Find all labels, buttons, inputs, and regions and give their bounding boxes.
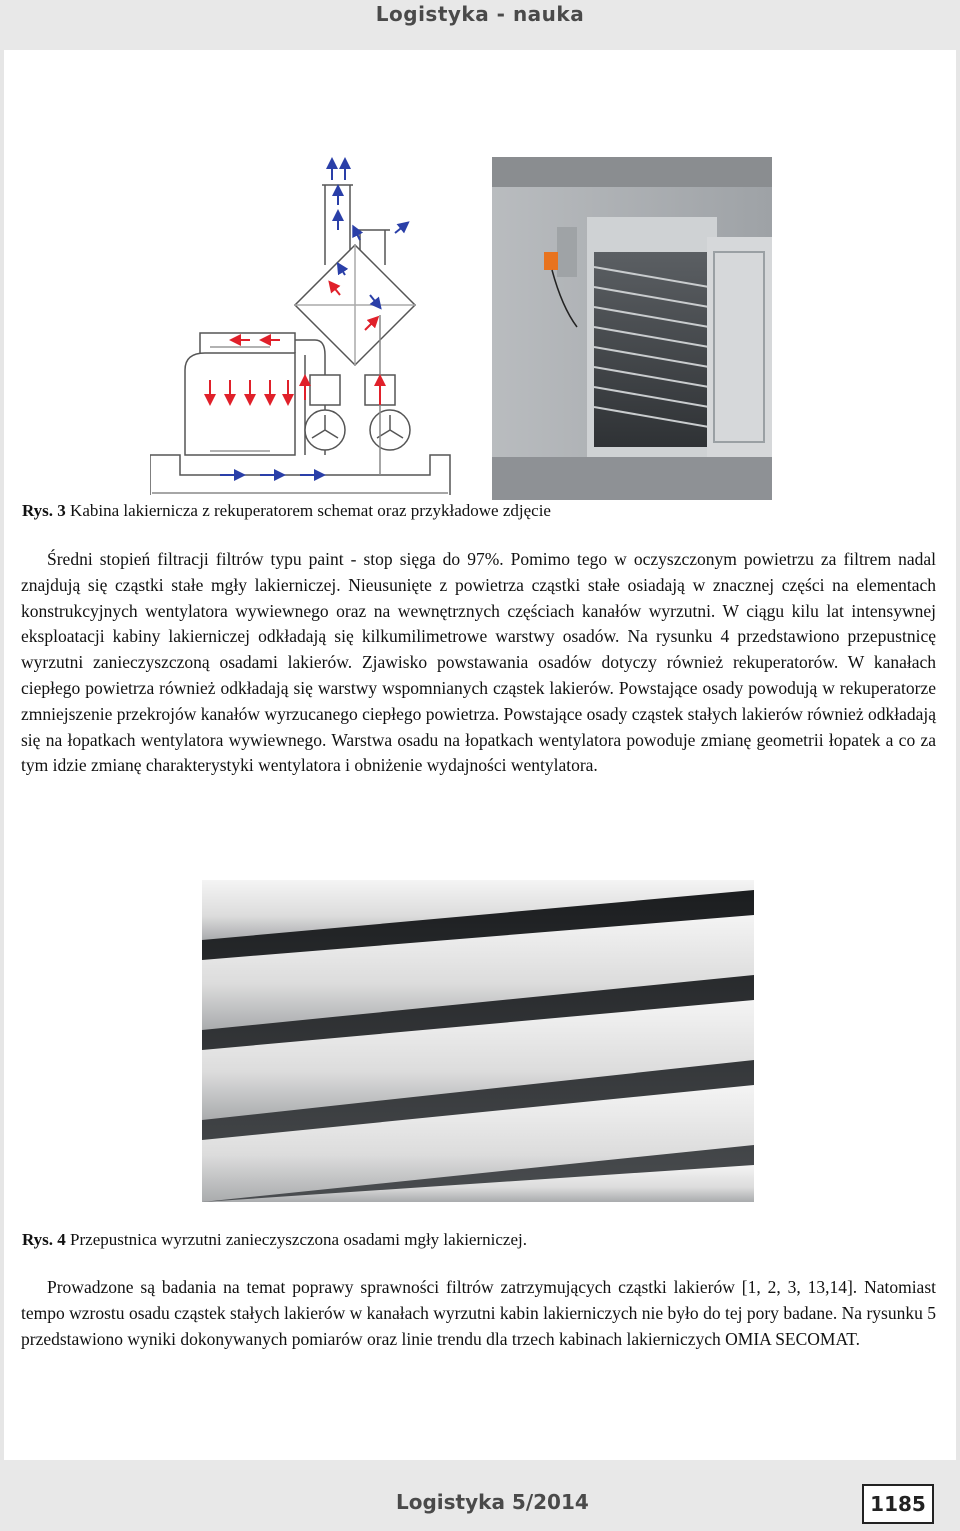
page-number: 1185 xyxy=(862,1484,934,1524)
figure4-caption xyxy=(22,1230,527,1250)
header-band xyxy=(0,0,960,50)
damper-photo xyxy=(202,880,754,1202)
recuperator-photo xyxy=(492,157,772,500)
paragraph-1: Średni stopień filtracji filtrów typu paint - stop sięga do 97%. Pomimo tego w oczyszczonym powietrzu za filtrem nadal znajdują się cząstki stałe mgły lakierniczej. Nieusunięte z powietrza cząstki stałe osiadają w znacznej części na elementach konstrukcyjnych wentylatora wywiewnego oraz na wewnętrznych częściach kanałów wyrzutni. W ciągu kilu lat intensywnej eksploatacji kabiny lakierniczej odkładają się kilkumilimetrowe warstwy osadów. Na rysunku 4 przedstawiono przepustnicę wyrzutni zanieczyszczoną osadami lakierów. Zjawisko powstawania osadów dotyczy również rekuperatorów. W kanałach ciepłego powietrza również odkładają się warstwy wspomnianych cząstek lakierów. Powstające osady powodują w rekuperatorze zmniejszenie przekrojów kanałów wyrzucanego ciepłego powietrza. Powstające osady cząstek stałych lakierów również odkładają się na łopatkach wentylatora wywiewnego. Warstwa osadu na łopatkach wentylatora powoduje zmianę geometrii łopatek a co za tym idzie zmianę charakterystyki wentylatora i obniżenie wydajności wentylatora. xyxy=(21,549,936,776)
booth-schematic-diagram xyxy=(150,155,470,500)
figure4-label: Rys. 4 xyxy=(22,1230,66,1249)
paragraph-2: Prowadzone są badania na temat poprawy sprawności filtrów zatrzymujących cząstki lakierów [1, 2, 3, 13,14]. Natomiast tempo wzrostu osadu cząstek stałych lakierów w kanałach wyrzutni kabin lakierniczych nie było do tej pory badane. Na rysunku 5 przedstawiono wyniki dokonywanych pomiarów oraz linie trendu dla trzech kabinach lakierniczych OMIA SECOMAT. xyxy=(21,1277,936,1349)
footer-journal-issue: Logistyka 5/2014 xyxy=(396,1490,589,1514)
figure3-caption-text: Kabina lakiernicza z rekuperatorem schemat oraz przykładowe zdjęcie xyxy=(70,501,551,520)
figure3-label: Rys. 3 xyxy=(22,501,66,520)
journal-section-header: Logistyka - nauka xyxy=(375,2,585,26)
figure4-caption-text: Przepustnica wyrzutni zanieczyszczona osadami mgły lakierniczej. xyxy=(70,1230,527,1249)
figure3-caption xyxy=(22,501,551,521)
